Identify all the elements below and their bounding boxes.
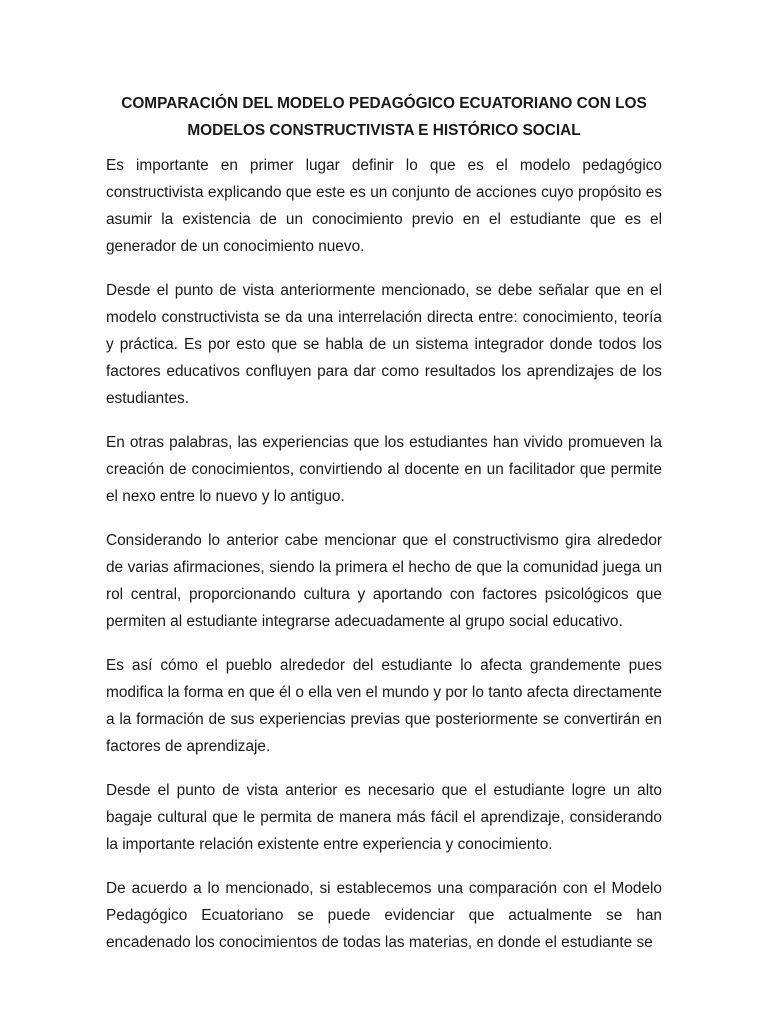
paragraph-6: Desde el punto de vista anterior es necesario que el estudiante logre un alto bagaje cultural que le permita de manera más fácil el aprendizaje, considerando la importante relación existente entre experiencia y conocimiento. [106,782,662,853]
paragraph-7: De acuerdo a lo mencionado, si establecemos una comparación con el Modelo Pedagógico Ecuatoriano se puede evidenciar que actualmente se han encadenado los conocimientos de todas las materias, en donde el estudiante se [106,880,662,951]
paragraph-3: En otras palabras, las experiencias que los estudiantes han vivido promueven la creación de conocimientos, convirtiendo al docente en un facilitador que permite el nexo entre lo nuevo y lo antiguo. [106,434,662,505]
paragraph-4: Considerando lo anterior cabe mencionar que el constructivismo gira alrededor de varias afirmaciones, siendo la primera el hecho de que la comunidad juega un rol central, proporcionando cultura y aportando con factores psicológicos que permiten al estudiante integrarse adecuadamente al grupo social educativo. [106,532,662,630]
paragraph-5: Es así cómo el pueblo alrededor del estudiante lo afecta grandemente pues modifica la forma en que él o ella ven el mundo y por lo tanto afecta directamente a la formación de sus experiencias previas que posteriormente se convertirán en factores de aprendizaje. [106,657,662,755]
paragraph-1: Es importante en primer lugar definir lo que es el modelo pedagógico constructivista explicando que este es un conjunto de acciones cuyo propósito es asumir la existencia de un conocimiento previo en el estudiante que es el generador de un conocimiento nuevo. [106,157,662,255]
document-title: COMPARACIÓN DEL MODELO PEDAGÓGICO ECUATORIANO CON LOS MODELOS CONSTRUCTIVISTA E HISTÓRICO SOCIAL [121,95,647,139]
document-body [106,152,662,973]
paragraph-2: Desde el punto de vista anteriormente mencionado, se debe señalar que en el modelo constructivista se da una interrelación directa entre: conocimiento, teoría y práctica. Es por esto que se habla de un sistema integrador donde todos los factores educativos confluyen para dar como resultados los aprendizajes de los estudiantes. [106,282,662,407]
